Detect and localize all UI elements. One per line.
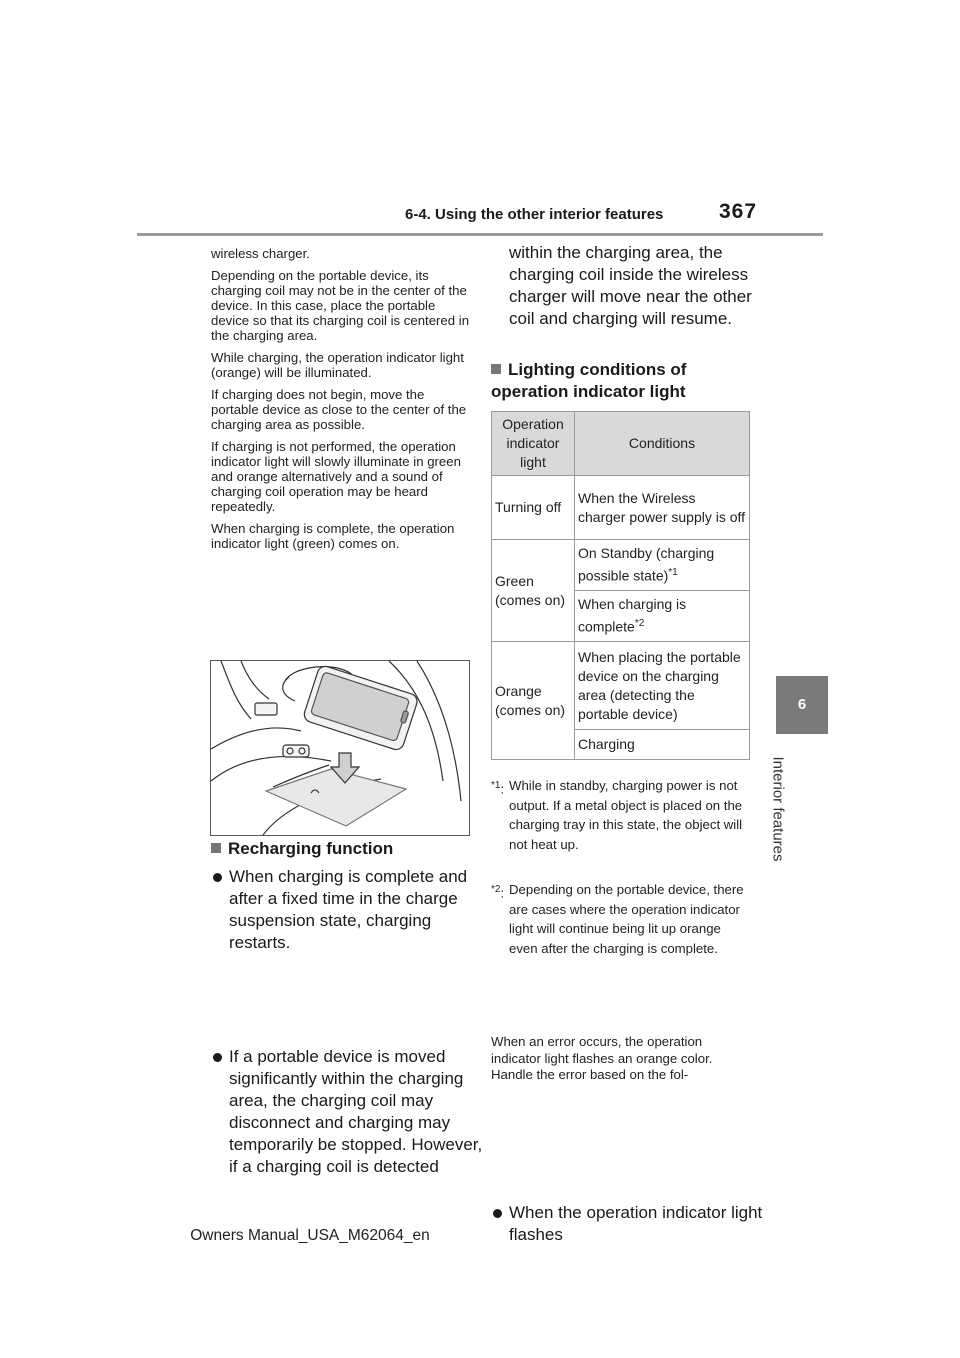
footnote-mark: *1 [668,567,678,579]
footnote [491,880,753,958]
header-cell: Operation indicator light [492,412,575,476]
wireless-charger-illustration [210,660,470,836]
charger-drawing [211,661,469,835]
chapter-tab-label [758,744,798,874]
recharging-heading [211,838,393,860]
cell-text: On Standby (charging possible state) [578,545,715,584]
footnote [491,776,753,854]
left-column-text [211,246,473,558]
section-title: 6-4. Using the other interior features [405,206,664,223]
bullet-dot-icon [493,1209,502,1218]
lighting-heading-text: Lighting conditions of operation indicator light [491,360,687,401]
table-cell [575,591,750,642]
footer-text: Owners Manual_USA_M62064_en [190,1227,430,1244]
table-cell: Green (comes on) [492,540,575,642]
bullet-text: If a portable device is moved significantly within the charging area, the charging coil may disconnect and charging may temporarily be stopped. However, if a charging coil is detected [229,1047,483,1176]
paragraph: Depending on the portable device, its charging coil may not be in the center of the device. In this case, place the portable device so that its charging coil is centered in the charging area. [211,268,470,343]
continuation-text: within the charging area, the charging coil inside the wireless charger will move near the other coil and charging will resume. [509,243,752,328]
recharging-heading-text: Recharging function [228,839,394,858]
table-header-row [492,412,750,476]
table-cell: When the Wireless charger power supply is off [575,476,750,540]
bullet-dot-icon [213,1053,222,1062]
paragraph: If charging does not begin, move the portable device as close to the center of the charging area as possible. [211,387,467,432]
footnote-mark-text: *1 [491,780,501,791]
bullet-text: When the operation indicator light flashes [509,1203,763,1244]
footnote-mark: *2 [634,618,645,630]
bullet-item [211,1046,491,1178]
bullet-dot-icon [213,873,222,882]
chapter-tab: 6 [776,676,828,734]
paragraph: While charging, the operation indicator light (orange) will be illuminated. [211,350,464,380]
table-cell [575,540,750,591]
paragraph: When charging is complete, the operation indicator light (green) comes on. [211,521,455,551]
footnote-text: Depending on the portable device, there are cases where the operation indicator light will continue being lit up orange even after the charging is complete. [509,882,744,956]
page-number: 367 [719,200,758,223]
header-rule [137,233,823,236]
table-row [492,476,750,540]
cell-text: When charging is complete [578,596,687,635]
footnote-mark-text: *2 [491,884,501,895]
table-cell: Charging [575,730,750,760]
indicator-table [491,411,750,760]
square-marker-icon [491,364,501,374]
header-cell: Conditions [575,412,750,476]
paragraph: wireless charger. [211,246,310,261]
footnote-mark: $^{*1}$: [491,780,505,797]
lighting-heading [491,359,761,403]
footnote-text: While in standby, charging power is not output. If a metal object is placed on the charging tray in this state, the object will not heat up. [509,778,743,852]
flash-paragraph: When an error occurs, the operation indicator light flashes an orange color. Handle the error based on the fol- [491,1034,713,1082]
bullet-item [211,866,491,954]
chapter-label-text: Interior features [769,756,787,862]
paragraph: If charging is not performed, the operation indicator light will slowly illuminate in green and orange alternatively and a sound of charging coil operation may be heard repeatedly. [211,439,461,514]
square-marker-icon [211,843,221,853]
footnote-mark: $^{*2}$: [491,884,505,901]
table-cell: Orange (comes on) [492,642,575,760]
table-row [492,642,750,730]
bullet-text: When charging is complete and after a fixed time in the charge suspension state, charging restarts. [229,867,468,952]
table-cell: When placing the portable device on the charging area (detecting the portable device) [575,642,750,730]
table-row [492,540,750,591]
table-cell: Turning off [492,476,575,540]
